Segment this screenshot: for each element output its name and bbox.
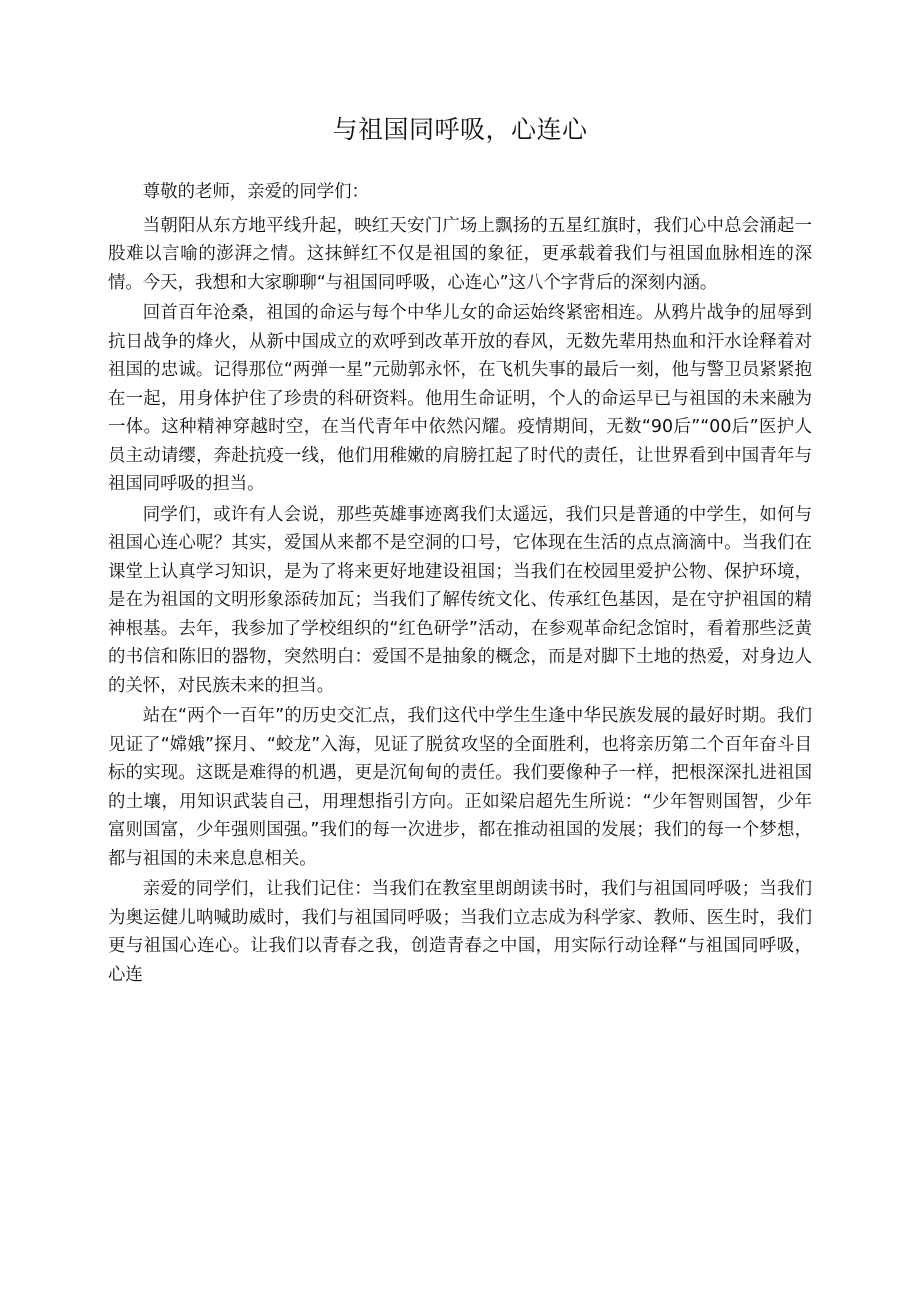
document-title: 与祖国同呼吸，心连心 (332, 115, 588, 144)
speech-body (108, 178, 812, 991)
paragraph-new-era: 站在“两个一百年”的历史交汇点，我们这代中学生生逢中华民族发展的最好时期。我们见证了“嫦娥”探月、“蛟龙”入海，见证了脱贫攻坚的全面胜利，也将亲历第二个百年奋斗目标的实现。这既是难得的机遇，更是沉甸甸的责任。我们要像种子一样，把根深深扎进祖国的土壤，用知识武装自己，用理想指引方向。正如梁启超先生所说：“少年智则国智，少年富则国富，少年强则国强。”我们的每一次进步，都在推动祖国的发展；我们的每一个梦想，都与祖国的未来息息相关。 (108, 706, 812, 869)
paragraph-daily-patriotism: 同学们，或许有人会说，那些英雄事迹离我们太遥远，我们只是普通的中学生，如何与祖国心连心呢？其实，爱国从来都不是空洞的口号，它体现在生活的点点滴滴中。当我们在课堂上认真学习知识，是为了将来更好地建设祖国；当我们在校园里爱护公物、保护环境，是在为祖国的文明形象添砖加瓦；当我们了解传统文化、传承红色基因，是在守护祖国的精神根基。去年，我参加了学校组织的“红色研学”活动，在参观革命纪念馆时，看着那些泛黄的书信和陈旧的器物，突然明白：爱国不是抽象的概念，而是对脚下土地的热爱，对身边人的关怀，对民族未来的担当。 (108, 504, 812, 696)
greeting-line: 尊敬的老师，亲爱的同学们： (142, 182, 369, 202)
paragraph-opening: 当朝阳从东方地平线升起，映红天安门广场上飘扬的五星红旗时，我们心中总会涌起一股难以言喻的澎湃之情。这抹鲜红不仅是祖国的象征，更承载着我们与祖国血脉相连的深情。今天，我想和大家聊聊“与祖国同呼吸，心连心”这八个字背后的深刻内涵。 (108, 215, 812, 293)
paragraph-closing: 亲爱的同学们，让我们记住：当我们在教室里朗朗读书时，我们与祖国同呼吸；当我们为奥运健儿呐喊助威时，我们与祖国同呼吸；当我们立志成为科学家、教师、医生时，我们更与祖国心连心。让我们以青春之我，创造青春之中国，用实际行动诠释“与祖国同呼吸，心连 (108, 879, 812, 985)
document-page (108, 0, 812, 1301)
paragraph-history: 回首百年沧桑，祖国的命运与每个中华儿女的命运始终紧密相连。从鸦片战争的屈辱到抗日战争的烽火，从新中国成立的欢呼到改革开放的春风，无数先辈用热血和汗水诠释着对祖国的忠诚。记得那位“两弹一星”元勋郭永怀，在飞机失事的最后一刻，他与警卫员紧紧抱在一起，用身体护住了珍贵的科研资料。他用生命证明，个人的命运早已与祖国的未来融为一体。这种精神穿越时空，在当代青年中依然闪耀。疫情期间，无数“90后”“00后”医护人员主动请缨，奔赴抗疫一线，他们用稚嫩的肩膀扛起了时代的责任，让世界看到中国青年与祖国同呼吸的担当。 (108, 303, 812, 494)
